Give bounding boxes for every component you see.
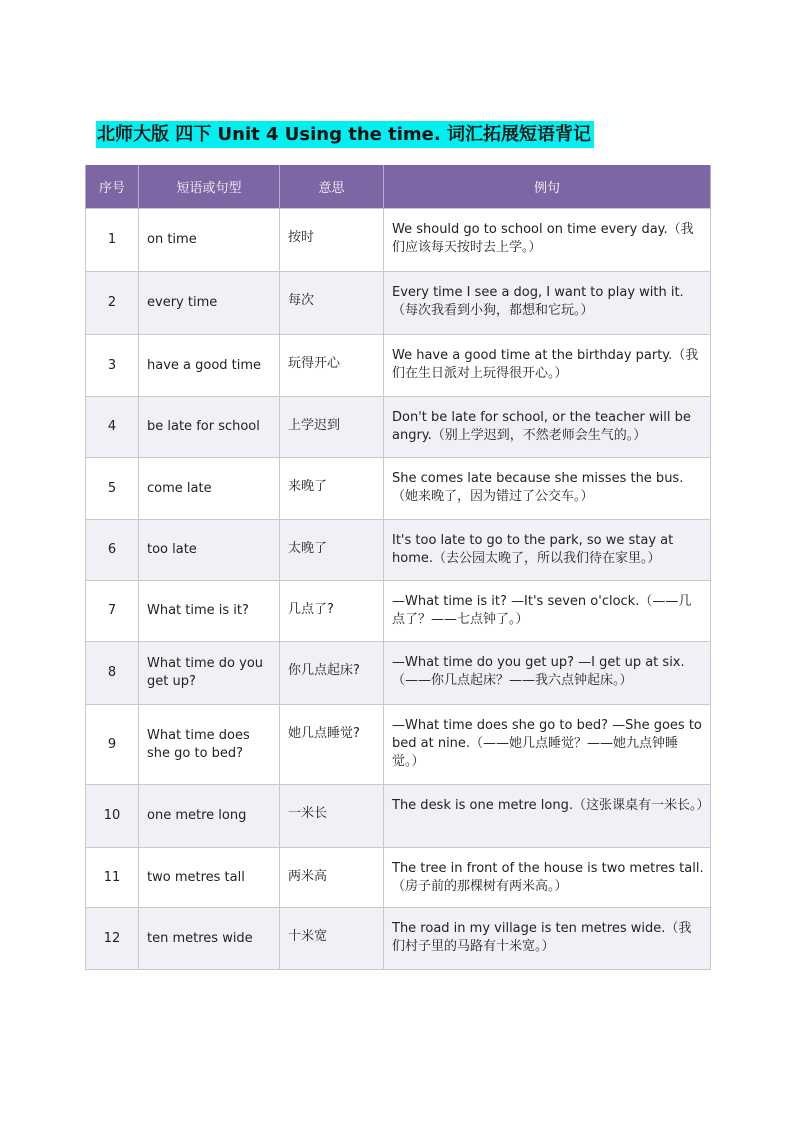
row-meaning: 太晚了 [280,520,384,581]
row-meaning: 她几点睡觉? [280,705,384,785]
row-number: 5 [86,458,139,520]
vocab-table [85,165,711,970]
row-phrase: be late for school [139,397,280,458]
row-number: 8 [86,642,139,705]
table-row [86,397,711,458]
row-meaning: 每次 [280,272,384,335]
row-phrase: two metres tall [139,848,280,908]
row-meaning: 十米宽 [280,908,384,970]
row-example: It's too late to go to the park, so we stay at home.（去公园太晚了，所以我们待在家里。） [384,520,711,581]
row-example: Don't be late for school, or the teacher will be angry.（别上学迟到，不然老师会生气的。） [384,397,711,458]
table-row [86,642,711,705]
row-phrase: come late [139,458,280,520]
row-number: 2 [86,272,139,335]
table-row [86,272,711,335]
table-header-row [86,165,711,209]
row-number: 6 [86,520,139,581]
row-number: 9 [86,705,139,785]
header-meaning: 意思 [280,165,384,209]
table-row [86,705,711,785]
row-meaning: 来晚了 [280,458,384,520]
row-number: 7 [86,581,139,642]
row-example: —What time do you get up? —I get up at six.（——你几点起床？——我六点钟起床。） [384,642,711,705]
row-meaning: 上学迟到 [280,397,384,458]
row-number: 12 [86,908,139,970]
table-row [86,335,711,397]
row-example: —What time does she go to bed? —She goes to bed at nine.（——她几点睡觉？——她九点钟睡觉。） [384,705,711,785]
row-phrase: on time [139,209,280,272]
row-number: 4 [86,397,139,458]
row-phrase: every time [139,272,280,335]
table-row [86,209,711,272]
row-example: Every time I see a dog, I want to play with it.（每次我看到小狗，都想和它玩。） [384,272,711,335]
table-row [86,581,711,642]
row-example: We have a good time at the birthday party.（我们在生日派对上玩得很开心。） [384,335,711,397]
row-phrase: ten metres wide [139,908,280,970]
row-meaning: 一米长 [280,785,384,848]
table-row [86,908,711,970]
table-row [86,848,711,908]
page-title: 北师大版 四下 Unit 4 Using the time. 词汇拓展短语背记 [96,121,594,148]
row-number: 10 [86,785,139,848]
row-phrase: What time do you get up? [139,642,280,705]
table-row [86,458,711,520]
table-row [86,785,711,848]
row-example: We should go to school on time every day.（我们应该每天按时去上学。） [384,209,711,272]
row-phrase: have a good time [139,335,280,397]
table-body [86,209,711,970]
row-number: 1 [86,209,139,272]
header-example: 例句 [384,165,711,209]
row-meaning: 玩得开心 [280,335,384,397]
row-example: —What time is it? —It's seven o'clock.（——几点了？——七点钟了。） [384,581,711,642]
table-row [86,520,711,581]
header-phrase: 短语或句型 [139,165,280,209]
row-phrase: too late [139,520,280,581]
row-meaning: 几点了? [280,581,384,642]
row-meaning: 按时 [280,209,384,272]
row-number: 3 [86,335,139,397]
row-meaning: 两米高 [280,848,384,908]
row-example: The tree in front of the house is two metres tall.（房子前的那棵树有两米高。） [384,848,711,908]
row-phrase: one metre long [139,785,280,848]
row-example: The desk is one metre long.（这张课桌有一米长。） [384,785,711,848]
row-number: 11 [86,848,139,908]
row-meaning: 你几点起床? [280,642,384,705]
header-number: 序号 [86,165,139,209]
row-example: The road in my village is ten metres wide.（我们村子里的马路有十米宽。） [384,908,711,970]
row-phrase: What time is it? [139,581,280,642]
row-example: She comes late because she misses the bus.（她来晚了，因为错过了公交车。） [384,458,711,520]
row-phrase: What time does she go to bed? [139,705,280,785]
